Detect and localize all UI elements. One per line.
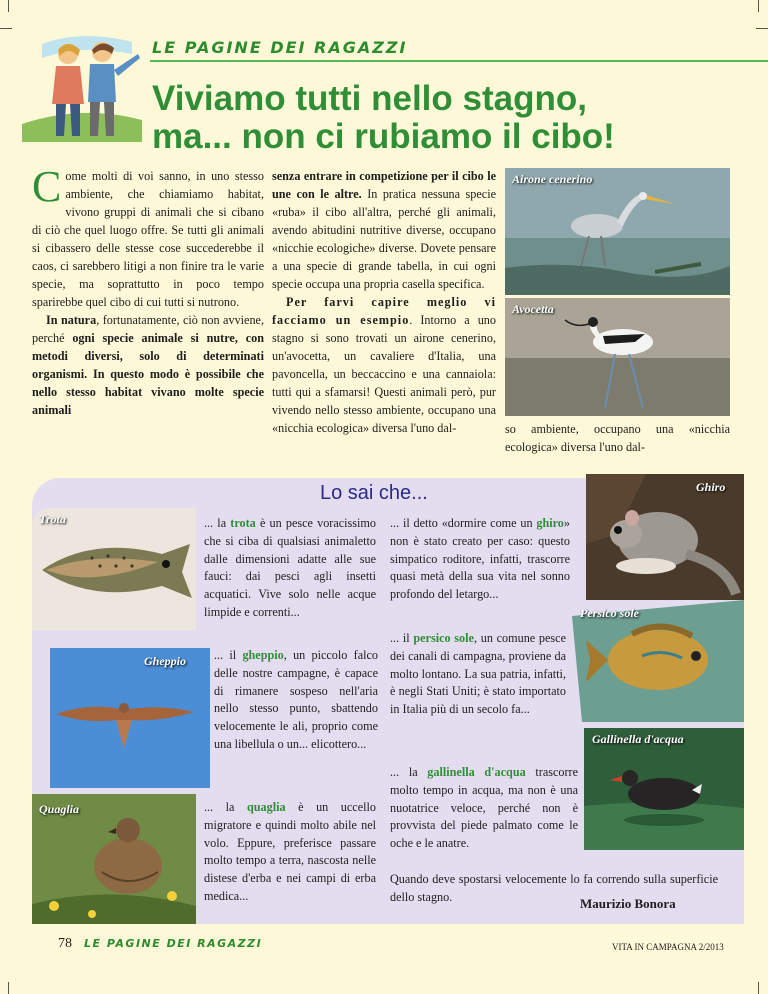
- fact-text: ... la: [204, 516, 231, 530]
- fact-trota: [204, 515, 376, 622]
- photo-airone: [505, 168, 730, 295]
- fact-text: Quando deve spostarsi velocemente lo fa correndo sulla superficie dello stagno.: [390, 872, 718, 904]
- photo-caption: Avocetta: [512, 302, 554, 316]
- crop-mark: [0, 28, 12, 29]
- author-name: Maurizio Bonora: [580, 896, 676, 911]
- article-paragraph-5: so ambiente, occupano una «nicchia ecologica» diversa l'uno dal-: [505, 422, 730, 454]
- article-paragraph-2: [32, 311, 264, 419]
- fact-text: è un uccello migratore e quindi molto abile nel volo. Eppure, preferisce passare molto tempo a terra, nascosta nelle distese d'erba e nei campi di erba medica...: [204, 800, 376, 903]
- crop-mark: [8, 982, 9, 994]
- headline-line-2: ma... non ci rubiamo il cibo!: [152, 117, 615, 156]
- fact-text: ... il detto «dormire come un: [390, 516, 537, 530]
- kids-illustration: [22, 24, 142, 142]
- crop-mark: [756, 28, 768, 29]
- crop-mark: [8, 0, 9, 12]
- crop-mark: [758, 982, 759, 994]
- photo-trota: [32, 508, 196, 630]
- article-column-3: [505, 420, 730, 456]
- paragraph-text: , fortunatamente, ciò non avviene, perché: [32, 313, 265, 345]
- fact-keyword: persico sole: [413, 631, 474, 645]
- photo-persico: [572, 600, 744, 722]
- fact-text: è un pesce voracissimo che si ciba di qualsiasi animaletto dalle dimensioni adatte alle sue fauci: dai pesci agli insetti acquatici. Vive solo nelle acque limpide e correnti...: [204, 516, 377, 619]
- fact-text: , un piccolo falco delle nostre campagne, è capace di rimanere sospeso nell'aria nello stesso punto, sbattendo velocemente le ali, proprio come una libellula o un... elicottero...: [214, 648, 378, 751]
- headline: [152, 80, 752, 156]
- issue-info: VITA IN CAMPAGNA 2/2013: [612, 942, 724, 952]
- fact-gallinella: [390, 764, 578, 853]
- photo-quaglia: [32, 794, 196, 924]
- article-paragraph-3: [272, 167, 496, 293]
- fact-persico: [390, 630, 566, 719]
- fact-quaglia: [204, 799, 376, 906]
- fact-keyword: quaglia: [247, 800, 286, 814]
- fact-gheppio: [214, 647, 378, 754]
- article-column-1: [32, 162, 265, 419]
- photo-caption: Gheppio: [144, 654, 186, 668]
- kestrel-picture: [32, 648, 210, 788]
- fact-text: ... il: [390, 631, 414, 645]
- paragraph-text: ome molti di voi sanno, in uno stesso ambiente, che chiamiamo habitat, vivono gruppi di animali che si cibano di ciò che quel luogo offre. Se tutti gli animali si cibassero delle stesse cose succederebbe il caos, ci sarebbero litigi a non finire tra le varie specie, ma soprattutto in poco tempo sparirebbe quel cibo di cui tutti si nutrono.: [32, 169, 264, 309]
- photo-ghiro: [586, 474, 744, 600]
- fact-text: ... il: [214, 648, 243, 662]
- footer-section-label: LE PAGINE DEI RAGAZZI: [84, 937, 263, 950]
- article-column-2: [272, 167, 496, 437]
- fact-text: ... la: [390, 765, 428, 779]
- fact-keyword: gallinella d'acqua: [427, 765, 526, 779]
- bold-text: In natura: [46, 313, 97, 327]
- fact-text: , un comune pesce dei canali di campagna, proviene da molto lontano. La sua patria, infatti, è negli Stati Uniti; è stato importato in Italia più di un secolo fa...: [390, 631, 566, 717]
- fact-keyword: gheppio: [242, 648, 284, 662]
- photo-caption: Trota: [39, 512, 66, 526]
- fact-text: » non è stato creato per caso: questo simpatico roditore, infatti, trascorre quasi metà della sua vita nel sonno profondo del letargo...: [390, 516, 570, 602]
- fact-text: ... la: [204, 800, 247, 814]
- photo-caption: Ghiro: [696, 480, 726, 494]
- photo-gheppio: [32, 648, 210, 788]
- paragraph-text: In pratica nessuna specie «ruba» il cibo all'altra, perché gli animali, avendo abitudini nutritive diverse, occupano «nicchie ecologiche» diverse. Dovete pensare a una specie di grande tabella, in cui ogni specie occupa una propria casella specifica.: [272, 187, 497, 291]
- fact-ghiro: [390, 515, 570, 604]
- page-number: 78: [58, 936, 72, 951]
- heron-picture: [505, 168, 730, 295]
- crop-mark: [758, 0, 759, 12]
- bold-text: Per farvi capire meglio vi facciamo un esempio: [272, 295, 496, 327]
- section-label: LE PAGINE DEI RAGAZZI: [152, 38, 408, 57]
- bold-text: ogni specie animale si nutre, con metodi diversi, solo di determinati organismi. In questo modo è possibile che nello stesso habitat vivano molte specie animali: [32, 331, 264, 417]
- fact-text: trascorre molto tempo in acqua, ma non è una nuotatrice veloce, perché non è provvista del piede palmato come le oche e le anatre.: [390, 765, 579, 851]
- photo-caption: Quaglia: [39, 802, 80, 816]
- drop-cap: C: [32, 162, 62, 211]
- fact-keyword: trota: [230, 516, 256, 530]
- paragraph-text: . Intorno a uno stagno si sono trovati un airone cenerino, un'avocetta, un cavaliere d'Italia, una pavoncella, un beccaccino e una cannaiola: tutti qui a sfamarsi! Questi animali però, pur vivendo nello stesso ambiente, occupano una «nicchia ecologica» diversa l'uno dal-: [272, 313, 496, 435]
- photo-avocetta: [505, 298, 730, 416]
- photo-caption: Airone cenerino: [512, 172, 593, 186]
- photo-caption: Persico sole: [580, 606, 639, 620]
- article-paragraph-4: [272, 293, 496, 437]
- bold-text: senza entrare in competizione per il cibo le une con le altre.: [272, 169, 496, 201]
- did-you-know-title: Lo sai che...: [320, 482, 428, 504]
- fact-keyword: ghiro: [536, 516, 564, 530]
- photo-caption: Gallinella d'acqua: [592, 732, 684, 746]
- photo-gallinella: [584, 728, 744, 850]
- headline-line-1: Viviamo tutti nello stagno,: [152, 79, 587, 118]
- header-rule: [150, 60, 768, 62]
- article-paragraph-1: [32, 162, 264, 311]
